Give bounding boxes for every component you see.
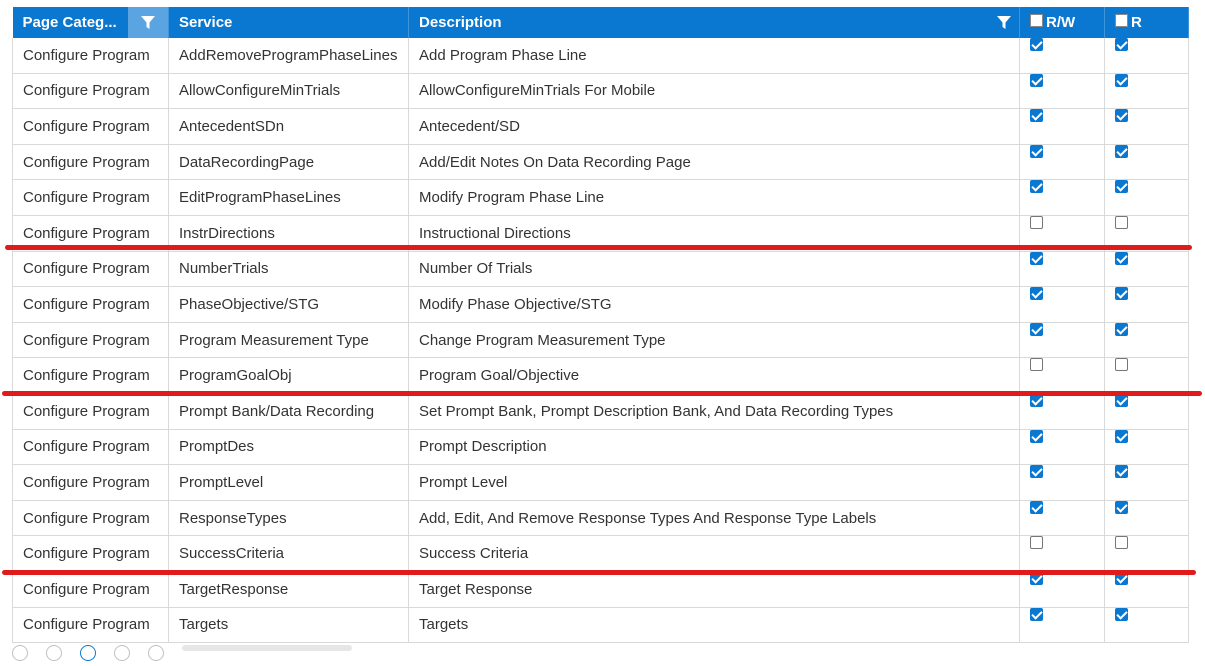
- filter-icon: [997, 16, 1011, 30]
- table-row[interactable]: [13, 73, 1189, 109]
- pager-first-button[interactable]: [12, 645, 28, 661]
- table-row[interactable]: [13, 251, 1189, 287]
- cell-page-category: Configure Program: [13, 215, 169, 251]
- r-checkbox[interactable]: [1115, 216, 1128, 229]
- rw-checkbox[interactable]: [1030, 180, 1043, 193]
- cell-r: [1105, 109, 1189, 145]
- cell-r: [1105, 38, 1189, 73]
- annotation-underline-successcriteria: [2, 570, 1196, 575]
- pager: [12, 645, 392, 651]
- filter-icon: [141, 16, 155, 30]
- cell-description: Modify Phase Objective/STG: [409, 287, 1020, 323]
- pager-next-button[interactable]: [114, 645, 130, 661]
- cell-description: Change Program Measurement Type: [409, 322, 1020, 358]
- r-checkbox[interactable]: [1115, 465, 1128, 478]
- rw-checkbox[interactable]: [1030, 287, 1043, 300]
- cell-page-category: Configure Program: [13, 358, 169, 394]
- rw-checkbox[interactable]: [1030, 216, 1043, 229]
- cell-service: PromptDes: [169, 429, 409, 465]
- cell-service: AllowConfigureMinTrials: [169, 73, 409, 109]
- r-checkbox[interactable]: [1115, 109, 1128, 122]
- pager-last-button[interactable]: [148, 645, 164, 661]
- cell-page-category: Configure Program: [13, 429, 169, 465]
- header-row: [13, 7, 1189, 38]
- cell-description: Add, Edit, And Remove Response Types And Response Type Labels: [409, 500, 1020, 536]
- cell-page-category: Configure Program: [13, 251, 169, 287]
- cell-page-category: Configure Program: [13, 287, 169, 323]
- permissions-table: [12, 7, 1189, 643]
- column-title-rw: R/W: [1046, 14, 1076, 32]
- cell-service: Targets: [169, 607, 409, 643]
- cell-service: Prompt Bank/Data Recording: [169, 393, 409, 429]
- description-filter-button[interactable]: [989, 7, 1019, 38]
- cell-description: Number Of Trials: [409, 251, 1020, 287]
- cell-service: ResponseTypes: [169, 500, 409, 536]
- cell-r: [1105, 358, 1189, 394]
- cell-r: [1105, 536, 1189, 572]
- table-row[interactable]: [13, 358, 1189, 394]
- select-all-r-checkbox[interactable]: [1115, 14, 1128, 27]
- cell-page-category: Configure Program: [13, 607, 169, 643]
- rw-checkbox[interactable]: [1030, 109, 1043, 122]
- column-header-page-category[interactable]: [13, 7, 169, 38]
- cell-r: [1105, 322, 1189, 358]
- cell-r: [1105, 393, 1189, 429]
- cell-description: Add Program Phase Line: [409, 38, 1020, 73]
- cell-rw: [1020, 536, 1105, 572]
- cell-r: [1105, 180, 1189, 216]
- r-checkbox[interactable]: [1115, 74, 1128, 87]
- cell-page-category: Configure Program: [13, 180, 169, 216]
- r-checkbox[interactable]: [1115, 180, 1128, 193]
- cell-page-category: Configure Program: [13, 38, 169, 73]
- page-category-filter-button[interactable]: [128, 7, 168, 38]
- cell-r: [1105, 251, 1189, 287]
- r-checkbox[interactable]: [1115, 323, 1128, 336]
- cell-page-category: Configure Program: [13, 322, 169, 358]
- table-row[interactable]: [13, 500, 1189, 536]
- cell-service: SuccessCriteria: [169, 536, 409, 572]
- cell-service: NumberTrials: [169, 251, 409, 287]
- cell-r: [1105, 73, 1189, 109]
- rw-checkbox[interactable]: [1030, 501, 1043, 514]
- cell-rw: [1020, 358, 1105, 394]
- rw-checkbox[interactable]: [1030, 358, 1043, 371]
- cell-page-category: Configure Program: [13, 536, 169, 572]
- r-checkbox[interactable]: [1115, 608, 1128, 621]
- cell-rw: [1020, 251, 1105, 287]
- table-row[interactable]: [13, 180, 1189, 216]
- cell-page-category: Configure Program: [13, 73, 169, 109]
- column-title-page-category: Page Categ...: [22, 14, 117, 32]
- cell-service: TargetResponse: [169, 571, 409, 607]
- cell-description: Success Criteria: [409, 536, 1020, 572]
- cell-r: [1105, 144, 1189, 180]
- table-row[interactable]: [13, 109, 1189, 145]
- cell-r: [1105, 500, 1189, 536]
- cell-service: ProgramGoalObj: [169, 358, 409, 394]
- permissions-grid: [12, 7, 1188, 643]
- rw-checkbox[interactable]: [1030, 536, 1043, 549]
- select-all-rw-checkbox[interactable]: [1030, 14, 1043, 27]
- rw-checkbox[interactable]: [1030, 38, 1043, 51]
- column-title-service: Service: [179, 14, 233, 32]
- cell-rw: [1020, 571, 1105, 607]
- cell-service: PromptLevel: [169, 465, 409, 501]
- r-checkbox[interactable]: [1115, 536, 1128, 549]
- table-row[interactable]: [13, 429, 1189, 465]
- cell-rw: [1020, 322, 1105, 358]
- cell-rw: [1020, 393, 1105, 429]
- table-row[interactable]: [13, 536, 1189, 572]
- table-row[interactable]: [13, 144, 1189, 180]
- rw-checkbox[interactable]: [1030, 430, 1043, 443]
- table-row[interactable]: [13, 393, 1189, 429]
- r-checkbox[interactable]: [1115, 145, 1128, 158]
- cell-rw: [1020, 38, 1105, 73]
- annotation-underline-programgoalobj: [2, 391, 1202, 396]
- cell-service: InstrDirections: [169, 215, 409, 251]
- cell-rw: [1020, 607, 1105, 643]
- cell-description: Prompt Level: [409, 465, 1020, 501]
- table-row[interactable]: [13, 571, 1189, 607]
- cell-rw: [1020, 180, 1105, 216]
- cell-description: Program Goal/Objective: [409, 358, 1020, 394]
- cell-rw: [1020, 109, 1105, 145]
- r-checkbox[interactable]: [1115, 358, 1128, 371]
- cell-description: Set Prompt Bank, Prompt Description Bank, And Data Recording Types: [409, 393, 1020, 429]
- cell-rw: [1020, 465, 1105, 501]
- table-row[interactable]: [13, 465, 1189, 501]
- rw-checkbox[interactable]: [1030, 252, 1043, 265]
- column-header-description[interactable]: [409, 7, 1020, 38]
- cell-description: AllowConfigureMinTrials For Mobile: [409, 73, 1020, 109]
- pager-info-bar: [182, 645, 352, 651]
- cell-service: AntecedentSDn: [169, 109, 409, 145]
- table-row[interactable]: [13, 322, 1189, 358]
- annotation-underline-instrdirections: [5, 245, 1192, 250]
- cell-description: Target Response: [409, 571, 1020, 607]
- rw-checkbox[interactable]: [1030, 608, 1043, 621]
- rw-checkbox[interactable]: [1030, 323, 1043, 336]
- cell-service: DataRecordingPage: [169, 144, 409, 180]
- r-checkbox[interactable]: [1115, 287, 1128, 300]
- cell-page-category: Configure Program: [13, 393, 169, 429]
- cell-rw: [1020, 500, 1105, 536]
- rw-checkbox[interactable]: [1030, 74, 1043, 87]
- cell-description: Modify Program Phase Line: [409, 180, 1020, 216]
- pager-prev-button[interactable]: [46, 645, 62, 661]
- r-checkbox[interactable]: [1115, 501, 1128, 514]
- table-row[interactable]: [13, 287, 1189, 323]
- r-checkbox[interactable]: [1115, 38, 1128, 51]
- column-header-rw[interactable]: [1020, 7, 1105, 38]
- cell-description: Prompt Description: [409, 429, 1020, 465]
- table-row[interactable]: [13, 607, 1189, 643]
- cell-description: Antecedent/SD: [409, 109, 1020, 145]
- cell-page-category: Configure Program: [13, 144, 169, 180]
- column-title-description: Description: [419, 14, 502, 32]
- cell-page-category: Configure Program: [13, 109, 169, 145]
- cell-description: Add/Edit Notes On Data Recording Page: [409, 144, 1020, 180]
- cell-service: EditProgramPhaseLines: [169, 180, 409, 216]
- cell-rw: [1020, 429, 1105, 465]
- rw-checkbox[interactable]: [1030, 145, 1043, 158]
- cell-r: [1105, 607, 1189, 643]
- r-checkbox[interactable]: [1115, 252, 1128, 265]
- cell-rw: [1020, 73, 1105, 109]
- rw-checkbox[interactable]: [1030, 465, 1043, 478]
- cell-r: [1105, 571, 1189, 607]
- cell-r: [1105, 429, 1189, 465]
- cell-page-category: Configure Program: [13, 500, 169, 536]
- cell-description: Targets: [409, 607, 1020, 643]
- column-header-service[interactable]: [169, 7, 409, 38]
- cell-page-category: Configure Program: [13, 465, 169, 501]
- cell-rw: [1020, 287, 1105, 323]
- table-row[interactable]: [13, 38, 1189, 73]
- cell-page-category: Configure Program: [13, 571, 169, 607]
- column-title-r: R: [1131, 14, 1142, 32]
- cell-rw: [1020, 144, 1105, 180]
- cell-service: PhaseObjective/STG: [169, 287, 409, 323]
- cell-r: [1105, 287, 1189, 323]
- cell-service: Program Measurement Type: [169, 322, 409, 358]
- cell-service: AddRemoveProgramPhaseLines: [169, 38, 409, 73]
- column-header-r[interactable]: [1105, 7, 1189, 38]
- r-checkbox[interactable]: [1115, 430, 1128, 443]
- pager-current-page[interactable]: [80, 645, 96, 661]
- cell-description: Instructional Directions: [409, 215, 1020, 251]
- cell-r: [1105, 465, 1189, 501]
